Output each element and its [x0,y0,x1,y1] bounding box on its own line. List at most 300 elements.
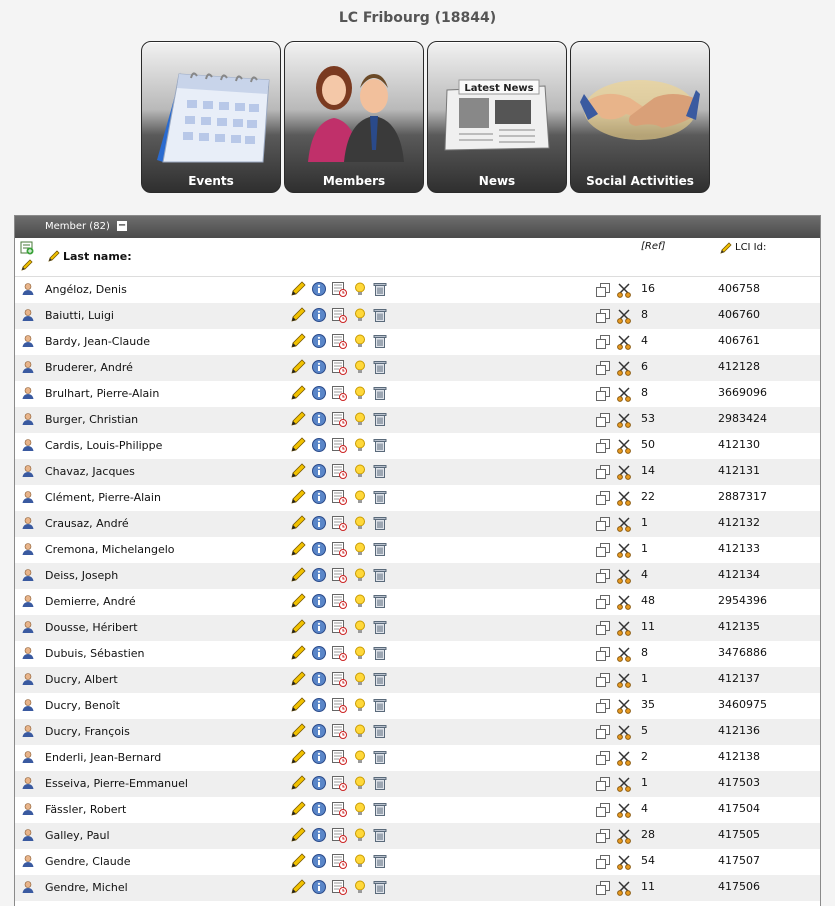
table-row [15,485,820,511]
member-name[interactable]: Cardis, Louis-Philippe [45,439,163,452]
tile-label: Events [188,174,234,188]
table-header [15,238,820,277]
lightbulb-icon[interactable] [352,567,368,586]
edit-icon[interactable] [290,489,306,508]
table-row [15,693,820,719]
trash-icon[interactable] [372,749,388,768]
lightbulb-icon[interactable] [352,515,368,534]
cut-icon[interactable] [616,594,632,613]
members-list [15,277,820,901]
edit-icon[interactable] [290,333,306,352]
edit-icon[interactable] [290,567,306,586]
member-name[interactable]: Gendre, Claude [45,855,131,868]
lightbulb-icon[interactable] [352,879,368,898]
schedule-icon[interactable] [331,697,347,716]
cut-icon[interactable] [616,620,632,639]
member-actions [290,645,389,664]
member-actions-secondary [595,620,633,639]
table-row [15,329,820,355]
cut-icon[interactable] [616,516,632,535]
cut-icon[interactable] [616,854,632,873]
member-lci-id: 412133 [718,542,760,555]
lightbulb-icon[interactable] [352,619,368,638]
table-row [15,667,820,693]
member-avatar-icon [21,724,35,741]
member-lci-id: 417506 [718,880,760,893]
member-actions-secondary [595,308,633,327]
trash-icon[interactable] [372,775,388,794]
member-name[interactable]: Clément, Pierre-Alain [45,491,161,504]
member-actions-secondary [595,412,633,431]
schedule-icon[interactable] [331,671,347,690]
member-lci-id: 412138 [718,750,760,763]
table-row [15,615,820,641]
lightbulb-icon[interactable] [352,437,368,456]
copy-icon[interactable] [595,698,611,717]
cut-icon[interactable] [616,776,632,795]
trash-icon[interactable] [372,593,388,612]
trash-icon[interactable] [372,697,388,716]
schedule-icon[interactable] [331,541,347,560]
info-icon[interactable] [311,593,327,612]
lightbulb-icon[interactable] [352,411,368,430]
edit-icon[interactable] [290,541,306,560]
member-lci-id: 2983424 [718,412,767,425]
lightbulb-icon[interactable] [352,671,368,690]
table-row [15,381,820,407]
schedule-icon[interactable] [331,281,347,300]
member-avatar-icon [21,542,35,559]
members-panel [14,215,821,906]
info-icon[interactable] [311,775,327,794]
member-name[interactable]: Bruderer, André [45,361,133,374]
lightbulb-icon[interactable] [352,827,368,846]
member-lci-id: 412134 [718,568,760,581]
lightbulb-icon[interactable] [352,359,368,378]
cut-icon[interactable] [616,412,632,431]
info-icon[interactable] [311,567,327,586]
member-avatar-icon [21,646,35,663]
cut-icon[interactable] [616,672,632,691]
schedule-icon[interactable] [331,515,347,534]
lightbulb-icon[interactable] [352,307,368,326]
trash-icon[interactable] [372,489,388,508]
trash-icon[interactable] [372,853,388,872]
info-icon[interactable] [311,463,327,482]
copy-icon[interactable] [595,438,611,457]
edit-icon[interactable] [290,853,306,872]
schedule-icon[interactable] [331,567,347,586]
member-ref: 1 [641,776,648,789]
tile-social-activities[interactable] [570,41,710,193]
calendar-icon [151,50,271,168]
member-name[interactable]: Dubuis, Sébastien [45,647,145,660]
info-icon[interactable] [311,827,327,846]
edit-icon[interactable] [290,359,306,378]
member-avatar-icon [21,334,35,351]
edit-columns-icon[interactable] [20,258,34,275]
member-avatar-icon [21,620,35,637]
member-actions [290,411,389,430]
trash-icon[interactable] [372,359,388,378]
trash-icon[interactable] [372,385,388,404]
member-lci-id: 3460975 [718,698,767,711]
info-icon[interactable] [311,879,327,898]
edit-lastname-icon[interactable] [47,249,61,266]
copy-icon[interactable] [595,594,611,613]
lightbulb-icon[interactable] [352,801,368,820]
member-lci-id: 406760 [718,308,760,321]
info-icon[interactable] [311,437,327,456]
lightbulb-icon[interactable] [352,541,368,560]
trash-icon[interactable] [372,411,388,430]
edit-icon[interactable] [290,671,306,690]
member-lci-id: 417505 [718,828,760,841]
edit-icon[interactable] [290,411,306,430]
member-lci-id: 417507 [718,854,760,867]
member-actions-secondary [595,698,633,717]
cut-icon[interactable] [616,880,632,899]
cut-icon[interactable] [616,308,632,327]
table-row [15,875,820,901]
table-row [15,433,820,459]
table-row [15,511,820,537]
tile-events[interactable] [141,41,281,193]
lightbulb-icon[interactable] [352,489,368,508]
edit-icon[interactable] [290,801,306,820]
member-avatar-icon [21,854,35,871]
member-name[interactable]: Crausaz, André [45,517,129,530]
member-actions-secondary [595,490,633,509]
schedule-icon[interactable] [331,411,347,430]
edit-icon[interactable] [290,879,306,898]
info-icon[interactable] [311,619,327,638]
member-name[interactable]: Ducry, Benoît [45,699,120,712]
trash-icon[interactable] [372,801,388,820]
copy-icon[interactable] [595,750,611,769]
lightbulb-icon[interactable] [352,463,368,482]
cut-icon[interactable] [616,490,632,509]
info-icon[interactable] [311,281,327,300]
copy-icon[interactable] [595,776,611,795]
trash-icon[interactable] [372,307,388,326]
member-lci-id: 412135 [718,620,760,633]
lightbulb-icon[interactable] [352,645,368,664]
member-actions [290,307,389,326]
copy-icon[interactable] [595,282,611,301]
member-actions-secondary [595,542,633,561]
trash-icon[interactable] [372,723,388,742]
lightbulb-icon[interactable] [352,723,368,742]
edit-icon[interactable] [290,281,306,300]
copy-icon[interactable] [595,724,611,743]
member-name[interactable]: Fässler, Robert [45,803,127,816]
member-name[interactable]: Esseiva, Pierre-Emmanuel [45,777,188,790]
copy-icon[interactable] [595,672,611,691]
copy-icon[interactable] [595,360,611,379]
member-ref: 50 [641,438,655,451]
info-icon[interactable] [311,697,327,716]
member-lci-id: 417504 [718,802,760,815]
schedule-icon[interactable] [331,619,347,638]
schedule-icon[interactable] [331,827,347,846]
member-lci-id: 412131 [718,464,760,477]
cut-icon[interactable] [616,828,632,847]
trash-icon[interactable] [372,671,388,690]
member-name[interactable]: Brulhart, Pierre-Alain [45,387,160,400]
member-avatar-icon [21,594,35,611]
member-ref: 11 [641,880,655,893]
member-name[interactable]: Deiss, Joseph [45,569,119,582]
member-name[interactable]: Bardy, Jean-Claude [45,335,150,348]
schedule-icon[interactable] [331,333,347,352]
schedule-icon[interactable] [331,723,347,742]
member-actions-secondary [595,282,633,301]
member-actions-secondary [595,750,633,769]
cut-icon[interactable] [616,750,632,769]
cut-icon[interactable] [616,438,632,457]
table-row [15,459,820,485]
copy-icon[interactable] [595,386,611,405]
member-name[interactable]: Dousse, Héribert [45,621,138,634]
tile-members[interactable] [284,41,424,193]
schedule-icon[interactable] [331,489,347,508]
copy-icon[interactable] [595,646,611,665]
schedule-icon[interactable] [331,437,347,456]
cut-icon[interactable] [616,646,632,665]
collapse-button[interactable]: − [117,220,127,231]
lightbulb-icon[interactable] [352,333,368,352]
edit-lci-icon[interactable] [719,241,733,258]
member-avatar-icon [21,464,35,481]
info-icon[interactable] [311,541,327,560]
member-actions [290,567,389,586]
copy-icon[interactable] [595,412,611,431]
info-icon[interactable] [311,515,327,534]
member-actions-secondary [595,646,633,665]
edit-icon[interactable] [290,515,306,534]
table-row [15,641,820,667]
member-lci-id: 3669096 [718,386,767,399]
copy-icon[interactable] [595,464,611,483]
member-lci-id: 412130 [718,438,760,451]
table-row [15,355,820,381]
edit-icon[interactable] [290,645,306,664]
member-lci-id: 3476886 [718,646,767,659]
trash-icon[interactable] [372,567,388,586]
info-icon[interactable] [311,333,327,352]
member-name[interactable]: Ducry, François [45,725,130,738]
member-actions-secondary [595,854,633,873]
copy-icon[interactable] [595,880,611,899]
edit-icon[interactable] [290,749,306,768]
schedule-icon[interactable] [331,775,347,794]
member-avatar-icon [21,516,35,533]
schedule-icon[interactable] [331,463,347,482]
info-icon[interactable] [311,801,327,820]
edit-icon[interactable] [290,385,306,404]
cut-icon[interactable] [616,282,632,301]
member-name[interactable]: Enderli, Jean-Bernard [45,751,162,764]
edit-icon[interactable] [290,827,306,846]
edit-icon[interactable] [290,775,306,794]
tile-news[interactable] [427,41,567,193]
member-avatar-icon [21,386,35,403]
cut-icon[interactable] [616,698,632,717]
member-name[interactable]: Galley, Paul [45,829,110,842]
member-name[interactable]: Gendre, Michel [45,881,128,894]
panel-header [15,216,820,238]
schedule-icon[interactable] [331,749,347,768]
member-name[interactable]: Ducry, Albert [45,673,118,686]
lightbulb-icon[interactable] [352,385,368,404]
schedule-icon[interactable] [331,801,347,820]
member-avatar-icon [21,360,35,377]
copy-icon[interactable] [595,568,611,587]
member-actions-secondary [595,802,633,821]
member-name[interactable]: Angéloz, Denis [45,283,127,296]
schedule-icon[interactable] [331,645,347,664]
cut-icon[interactable] [616,360,632,379]
edit-icon[interactable] [290,619,306,638]
member-name[interactable]: Cremona, Michelangelo [45,543,175,556]
lightbulb-icon[interactable] [352,853,368,872]
lightbulb-icon[interactable] [352,775,368,794]
schedule-icon[interactable] [331,879,347,898]
column-ref: [Ref] [641,241,666,252]
member-name[interactable]: Chavaz, Jacques [45,465,135,478]
member-lci-id: 2954396 [718,594,767,607]
member-ref: 2 [641,750,648,763]
table-row [15,823,820,849]
member-ref: 4 [641,568,648,581]
cut-icon[interactable] [616,386,632,405]
copy-icon[interactable] [595,620,611,639]
edit-icon[interactable] [290,307,306,326]
trash-icon[interactable] [372,645,388,664]
page-title: LC Fribourg (18844) [338,10,497,26]
trash-icon[interactable] [372,827,388,846]
member-actions [290,593,389,612]
member-lci-id: 406758 [718,282,760,295]
member-actions-secondary [595,568,633,587]
member-actions-secondary [595,464,633,483]
info-icon[interactable] [311,411,327,430]
member-ref: 8 [641,308,648,321]
info-icon[interactable] [311,853,327,872]
member-actions [290,827,389,846]
member-actions-secondary [595,672,633,691]
member-actions-secondary [595,516,633,535]
member-name[interactable]: Demierre, André [45,595,136,608]
copy-icon[interactable] [595,490,611,509]
copy-icon[interactable] [595,854,611,873]
cut-icon[interactable] [616,334,632,353]
tile-label: Members [322,174,386,188]
lightbulb-icon[interactable] [352,697,368,716]
column-last-name[interactable]: Last name: [63,250,132,263]
member-avatar-icon [21,438,35,455]
copy-icon[interactable] [595,334,611,353]
schedule-icon[interactable] [331,853,347,872]
edit-icon[interactable] [290,463,306,482]
info-icon[interactable] [311,645,327,664]
info-icon[interactable] [311,385,327,404]
trash-icon[interactable] [372,281,388,300]
info-icon[interactable] [311,489,327,508]
table-row [15,719,820,745]
cut-icon[interactable] [616,542,632,561]
info-icon[interactable] [311,359,327,378]
table-row [15,303,820,329]
trash-icon[interactable] [372,463,388,482]
lightbulb-icon[interactable] [352,593,368,612]
cut-icon[interactable] [616,802,632,821]
lightbulb-icon[interactable] [352,281,368,300]
table-row [15,277,820,303]
schedule-icon[interactable] [331,359,347,378]
add-member-icon[interactable] [20,241,34,258]
member-avatar-icon [21,750,35,767]
people-icon [294,50,414,168]
member-ref: 5 [641,724,648,737]
member-actions [290,281,389,300]
nav-tiles [141,41,711,193]
copy-icon[interactable] [595,516,611,535]
trash-icon[interactable] [372,515,388,534]
trash-icon[interactable] [372,437,388,456]
member-avatar-icon [21,308,35,325]
cut-icon[interactable] [616,568,632,587]
copy-icon[interactable] [595,802,611,821]
member-ref: 48 [641,594,655,607]
member-actions [290,385,389,404]
table-row [15,537,820,563]
cut-icon[interactable] [616,724,632,743]
edit-icon[interactable] [290,723,306,742]
edit-icon[interactable] [290,697,306,716]
member-avatar-icon [21,828,35,845]
table-row [15,849,820,875]
copy-icon[interactable] [595,542,611,561]
info-icon[interactable] [311,307,327,326]
schedule-icon[interactable] [331,593,347,612]
info-icon[interactable] [311,671,327,690]
trash-icon[interactable] [372,333,388,352]
member-name[interactable]: Baiutti, Luigi [45,309,114,322]
trash-icon[interactable] [372,619,388,638]
edit-icon[interactable] [290,593,306,612]
copy-icon[interactable] [595,308,611,327]
newspaper-headline: Latest News [464,83,534,94]
info-icon[interactable] [311,723,327,742]
schedule-icon[interactable] [331,385,347,404]
trash-icon[interactable] [372,879,388,898]
trash-icon[interactable] [372,541,388,560]
info-icon[interactable] [311,749,327,768]
tile-label: Social Activities [586,174,694,188]
edit-icon[interactable] [290,437,306,456]
schedule-icon[interactable] [331,307,347,326]
member-actions [290,489,389,508]
member-actions [290,801,389,820]
lightbulb-icon[interactable] [352,749,368,768]
member-name[interactable]: Burger, Christian [45,413,139,426]
copy-icon[interactable] [595,828,611,847]
member-ref: 54 [641,854,655,867]
cut-icon[interactable] [616,464,632,483]
member-ref: 4 [641,334,648,347]
